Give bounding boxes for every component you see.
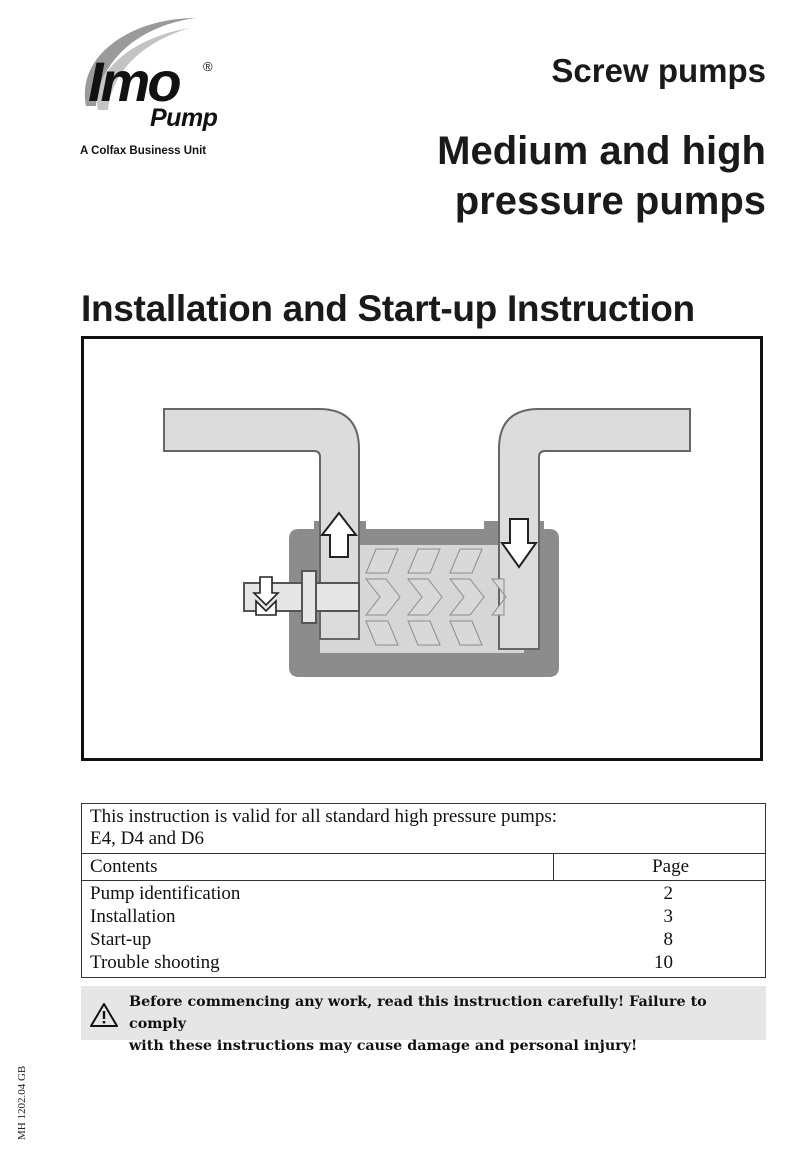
table-row: [82, 882, 765, 905]
imo-pump-logo: [78, 14, 228, 164]
entry-page: 2: [663, 883, 673, 904]
page-header: Page: [652, 856, 689, 877]
validity-line-2: E4, D4 and D6: [90, 828, 204, 849]
subtitle-line-2: pressure pumps: [454, 179, 766, 223]
entry-label: Pump identification: [90, 883, 241, 904]
subtitle-line-1: Medium and high: [437, 129, 766, 173]
entry-label: Trouble shooting: [90, 952, 220, 973]
document-title: Installation and Start-up Instruction: [81, 288, 695, 329]
logo-product: Pump: [150, 104, 218, 132]
safety-warning: [81, 986, 766, 1054]
logo-registered-mark: ®: [203, 59, 213, 74]
entry-page: 8: [663, 929, 673, 950]
contents-header-row: [82, 854, 765, 881]
validity-line-1: This instruction is valid for all standard high pressure pumps:: [90, 806, 558, 827]
category-title: Screw pumps: [551, 52, 766, 89]
logo-tagline: A Colfax Business Unit: [80, 145, 207, 157]
entry-page: 10: [654, 952, 673, 973]
contents-list: [82, 881, 765, 977]
document-code: MH 1202.04 GB: [16, 1065, 28, 1140]
pump-diagram-frame: [81, 336, 763, 761]
validity-note: [82, 804, 765, 854]
warning-line-2: with these instructions may cause damage and personal injury!: [129, 1038, 638, 1054]
table-row: [82, 928, 765, 951]
shaft-coupling: [302, 571, 316, 623]
screw-pump-diagram: [84, 339, 760, 758]
contents-table: [81, 803, 766, 978]
warning-triangle-icon: [89, 1002, 119, 1028]
logo-brand: Imo: [88, 50, 179, 113]
contents-header: Contents: [82, 854, 554, 880]
warning-line-1: Before commencing any work, read this instruction carefully! Failure to comply: [129, 994, 707, 1032]
warning-text: [129, 991, 766, 1057]
subtitle: [437, 126, 766, 226]
entry-page: 3: [663, 906, 673, 927]
entry-label: Installation: [90, 906, 176, 927]
entry-label: Start-up: [90, 929, 152, 950]
table-row: [82, 905, 765, 928]
table-row: [82, 951, 765, 974]
